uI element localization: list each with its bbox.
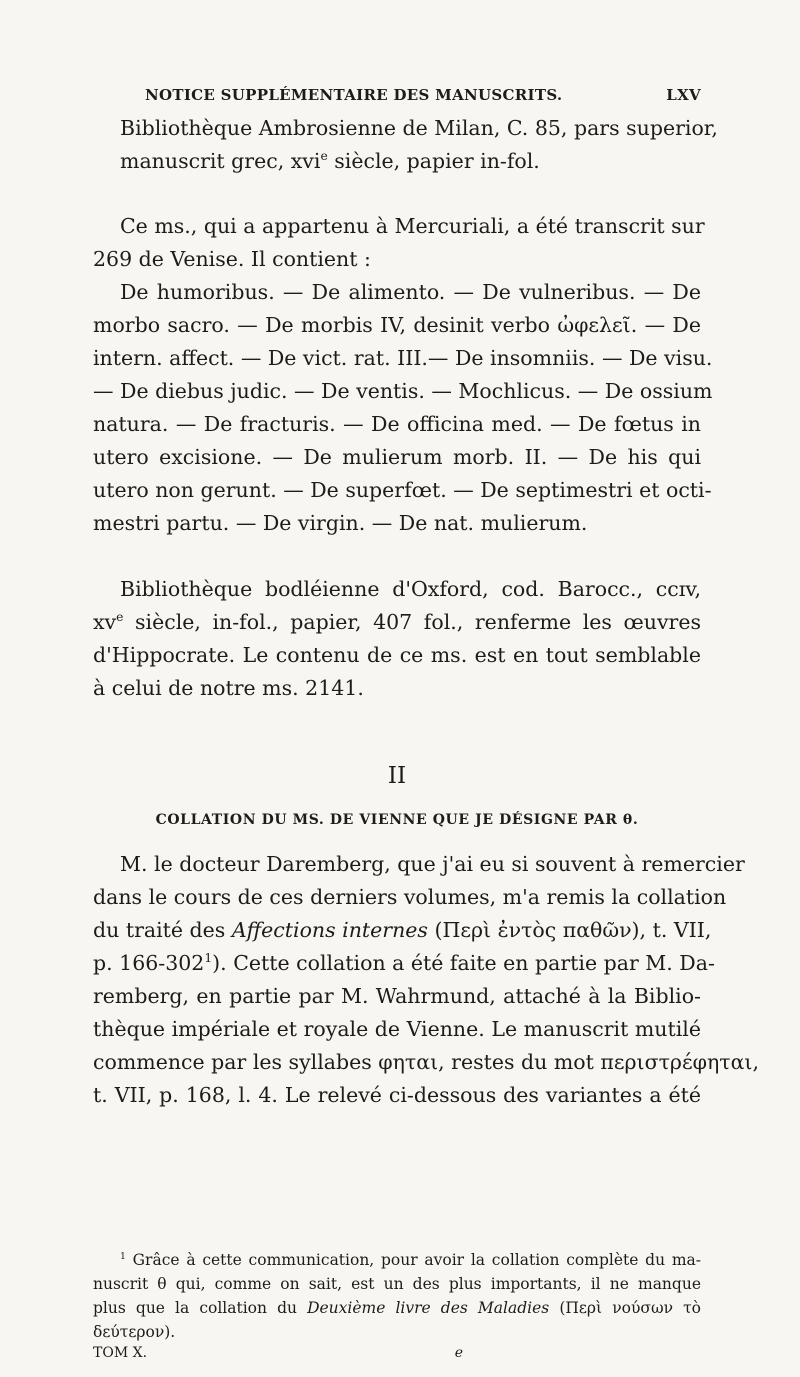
text-line: p. $166-302^1$). Cette collation a été faite en partie par M. Da- — [93, 951, 715, 975]
text-line: — De diebus judic. — De ventis. — Mochlicus. — De ossium — [93, 379, 713, 403]
text-line: remberg, en partie par M. Wahrmund, attaché à la Biblio- — [93, 984, 701, 1008]
paragraph-bodleian — [93, 573, 701, 705]
text-line: intern. affect. — De vict. rat. III.— De insomniis. — De visu. — [93, 346, 713, 370]
tome-mark: TOM X. — [93, 1345, 148, 1361]
text-line: utero excisione. — De mulierum morb. II. — De his qui — [93, 445, 701, 469]
signature-mark: e — [454, 1345, 463, 1361]
text-line: Bibliothèque Ambrosienne de Milan, C. 85, pars superior, — [120, 116, 718, 140]
section-subtitle: COLLATION DU MS. DE VIENNE QUE JE DÉSIGNE PAR θ. — [155, 812, 639, 828]
footnote-line: $^1$ Grâce à cette communication, pour avoir la collation complète du ma- — [120, 1250, 701, 1269]
text-line: morbo sacro. — De morbis IV, desinit verbo ὠφελεῖ. — De — [93, 313, 701, 337]
text-line: commence par les syllabes φηται, restes du mot περιστρέφηται, — [93, 1050, 759, 1074]
text-line: M. le docteur Daremberg, que j'ai eu si souvent à remercier — [120, 852, 745, 876]
work-title: Affections internes — [231, 918, 428, 942]
text-line: à celui de notre ms. 2141. — [93, 676, 364, 700]
text-line: thèque impériale et royale de Vienne. Le manuscrit mutilé — [93, 1017, 701, 1041]
page-number: LXV — [666, 86, 701, 104]
text-line: De humoribus. — De alimento. — De vulneribus. — De — [120, 280, 701, 304]
footnote-marker: 1 — [120, 1250, 126, 1262]
text-line: du traité des Affections internes (Περὶ ἐντὸς παθῶν), t. VII, — [93, 918, 712, 942]
text-line: t. VII, p. 168, l. 4. Le relevé ci-dessous des variantes a été — [93, 1083, 701, 1107]
text-line: 269 de Venise. Il contient : — [93, 247, 371, 271]
paragraph-mercuriali — [93, 210, 705, 276]
running-header — [145, 86, 701, 104]
text-line: Bibliothèque bodléienne d'Oxford, cod. Barocc., ccɪv, — [120, 577, 701, 601]
paragraph-contents-list — [93, 276, 713, 540]
footnote-line: δεύτερον). — [93, 1323, 176, 1341]
text-line: natura. — De fracturis. — De officina med. — De fœtus in — [93, 412, 701, 436]
text-line: Ce ms., qui a appartenu à Mercuriali, a été transcrit sur — [120, 214, 705, 238]
footnote-ref: 1 — [204, 951, 213, 966]
text-line: d'Hippocrate. Le contenu de ce ms. est en tout semblable — [93, 643, 701, 667]
footnote-line: nuscrit θ qui, comme on sait, est un des plus importants, il ne manque — [93, 1275, 701, 1293]
page-footer — [93, 1345, 463, 1361]
text-line: utero non gerunt. — De superfœt. — De septimestri et octi- — [93, 478, 712, 502]
text-line: manuscrit grec, xvi$^e$ siècle, papier in-fol. — [120, 149, 540, 173]
paragraph-ambrosiana — [93, 112, 718, 178]
section-numeral: II — [387, 763, 407, 789]
text-line: dans le cours de ces derniers volumes, m'a remis la collation — [93, 885, 727, 909]
header-title: NOTICE SUPPLÉMENTAIRE DES MANUSCRITS. — [145, 86, 563, 104]
text-line: $xv^e$ siècle, in-fol., papier, 407 fol., renferme les œuvres — [93, 610, 701, 634]
text-line: mestri partu. — De virgin. — De nat. mulierum. — [93, 511, 588, 535]
footnote — [93, 1248, 701, 1344]
paragraph-collation — [93, 848, 759, 1112]
footnote-line: plus que la collation du Deuxième livre des Maladies (Περὶ νούσων τὸ — [93, 1299, 701, 1317]
